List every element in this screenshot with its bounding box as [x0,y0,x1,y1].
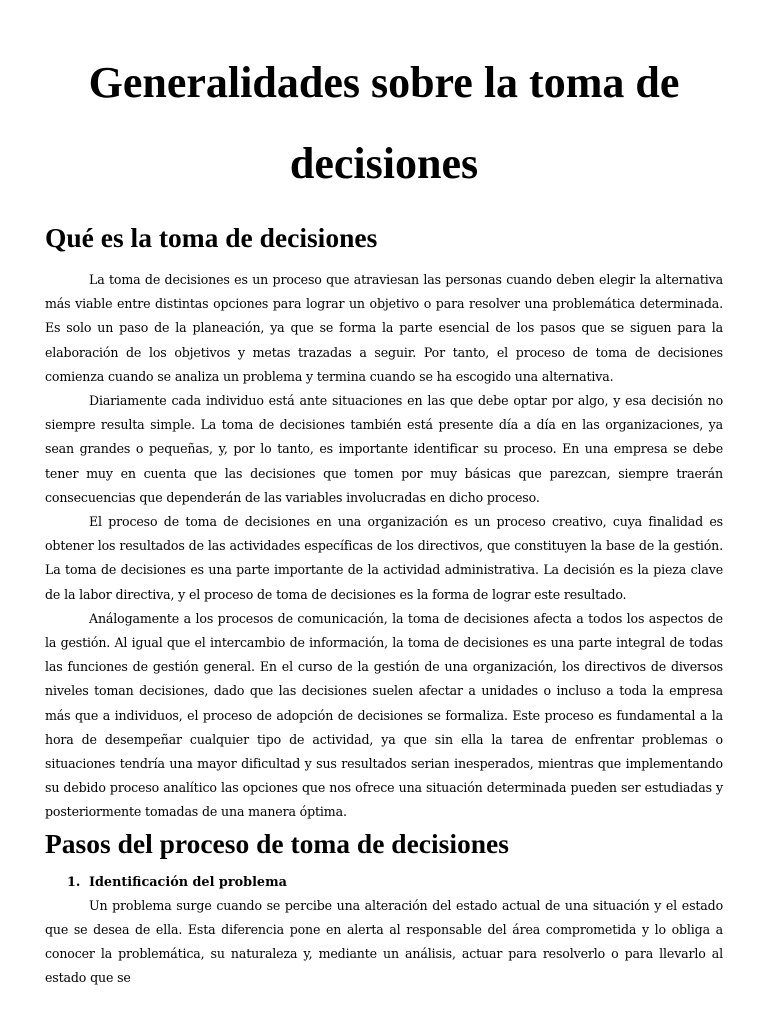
list-item-number: 1. [67,874,81,890]
document-title: Generalidades sobre la toma de decisiones [88,58,680,188]
section-heading-pasos: Pasos del proceso de toma de decisiones [45,827,509,859]
section-heading-que-es: Qué es la toma de decisiones [45,222,378,253]
document-page [45,42,723,990]
paragraph-4: Análogamente a los procesos de comunicación, la toma de decisiones afecta a todos los aspectos de la gestión. Al igual que el intercambio de información, la toma de decisiones es una parte integral de todas las funciones de gestión general. En el curso de la gestión de una organización, los directivos de diversos niveles toman decisiones, dado que las decisiones suelen afectar a unidades o incluso a toda la empresa más que a individuos, el proceso de adopción de decisiones se formaliza. Este proceso es fundamental a la hora de desempeñar cualquier tipo de actividad, ya que sin ella la tarea de enfrentar problemas o situaciones tendría una mayor dificultad y sus resultados serian inesperados, mientras que implementando su debido proceso analítico las opciones que nos ofrece una situación determinada pueden ser estudiadas y posteriormente tomadas de una manera óptima. [45,610,723,820]
list-item-title: Identificación del problema [89,874,287,890]
paragraph-2: Diariamente cada individuo está ante situaciones en las que debe optar por algo, y esa decisión no siempre resulta simple. La toma de decisiones también está presente día a día en las organizaciones, ya sean grandes o pequeñas, y, por lo tanto, es importante identificar su proceso. En una empresa se debe tener muy en cuenta que las decisiones que tomen por muy básicas que parezcan, siempre traerán consecuencias que dependerán de las variables involucradas en dicho proceso. [45,393,723,505]
list-item [45,872,723,894]
paragraph-1: La toma de decisiones es un proceso que atraviesan las personas cuando deben elegir la alternativa más viable entre distintas opciones para lograr un objetivo o para resolver una problemática determinada. Es solo un paso de la planeación, ya que se forma la parte esencial de los pasos que se siguen para la elaboración de los objetivos y metas trazadas a seguir. Por tanto, el proceso de toma de decisiones comienza cuando se analiza un problema y termina cuando se ha escogido una alternativa. [45,272,723,384]
paragraph-3: El proceso de toma de decisiones en una organización es un proceso creativo, cuya finalidad es obtener los resultados de las actividades específicas de los directivos, que constituyen la base de la gestión. La toma de decisiones es una parte importante de la actividad administrativa. La decisión es la pieza clave de la labor directiva, y el proceso de toma de decisiones es la forma de lograr este resultado. [45,514,723,602]
paragraph-5: Un problema surge cuando se percibe una alteración del estado actual de una situación y el estado que se desea de ella. Esta diferencia pone en alerta al responsable del área comprometida y lo obliga a conocer la problemática, su naturaleza y, mediante un análisis, actuar para resolverlo o para llevarlo al estado que se [45,897,723,986]
